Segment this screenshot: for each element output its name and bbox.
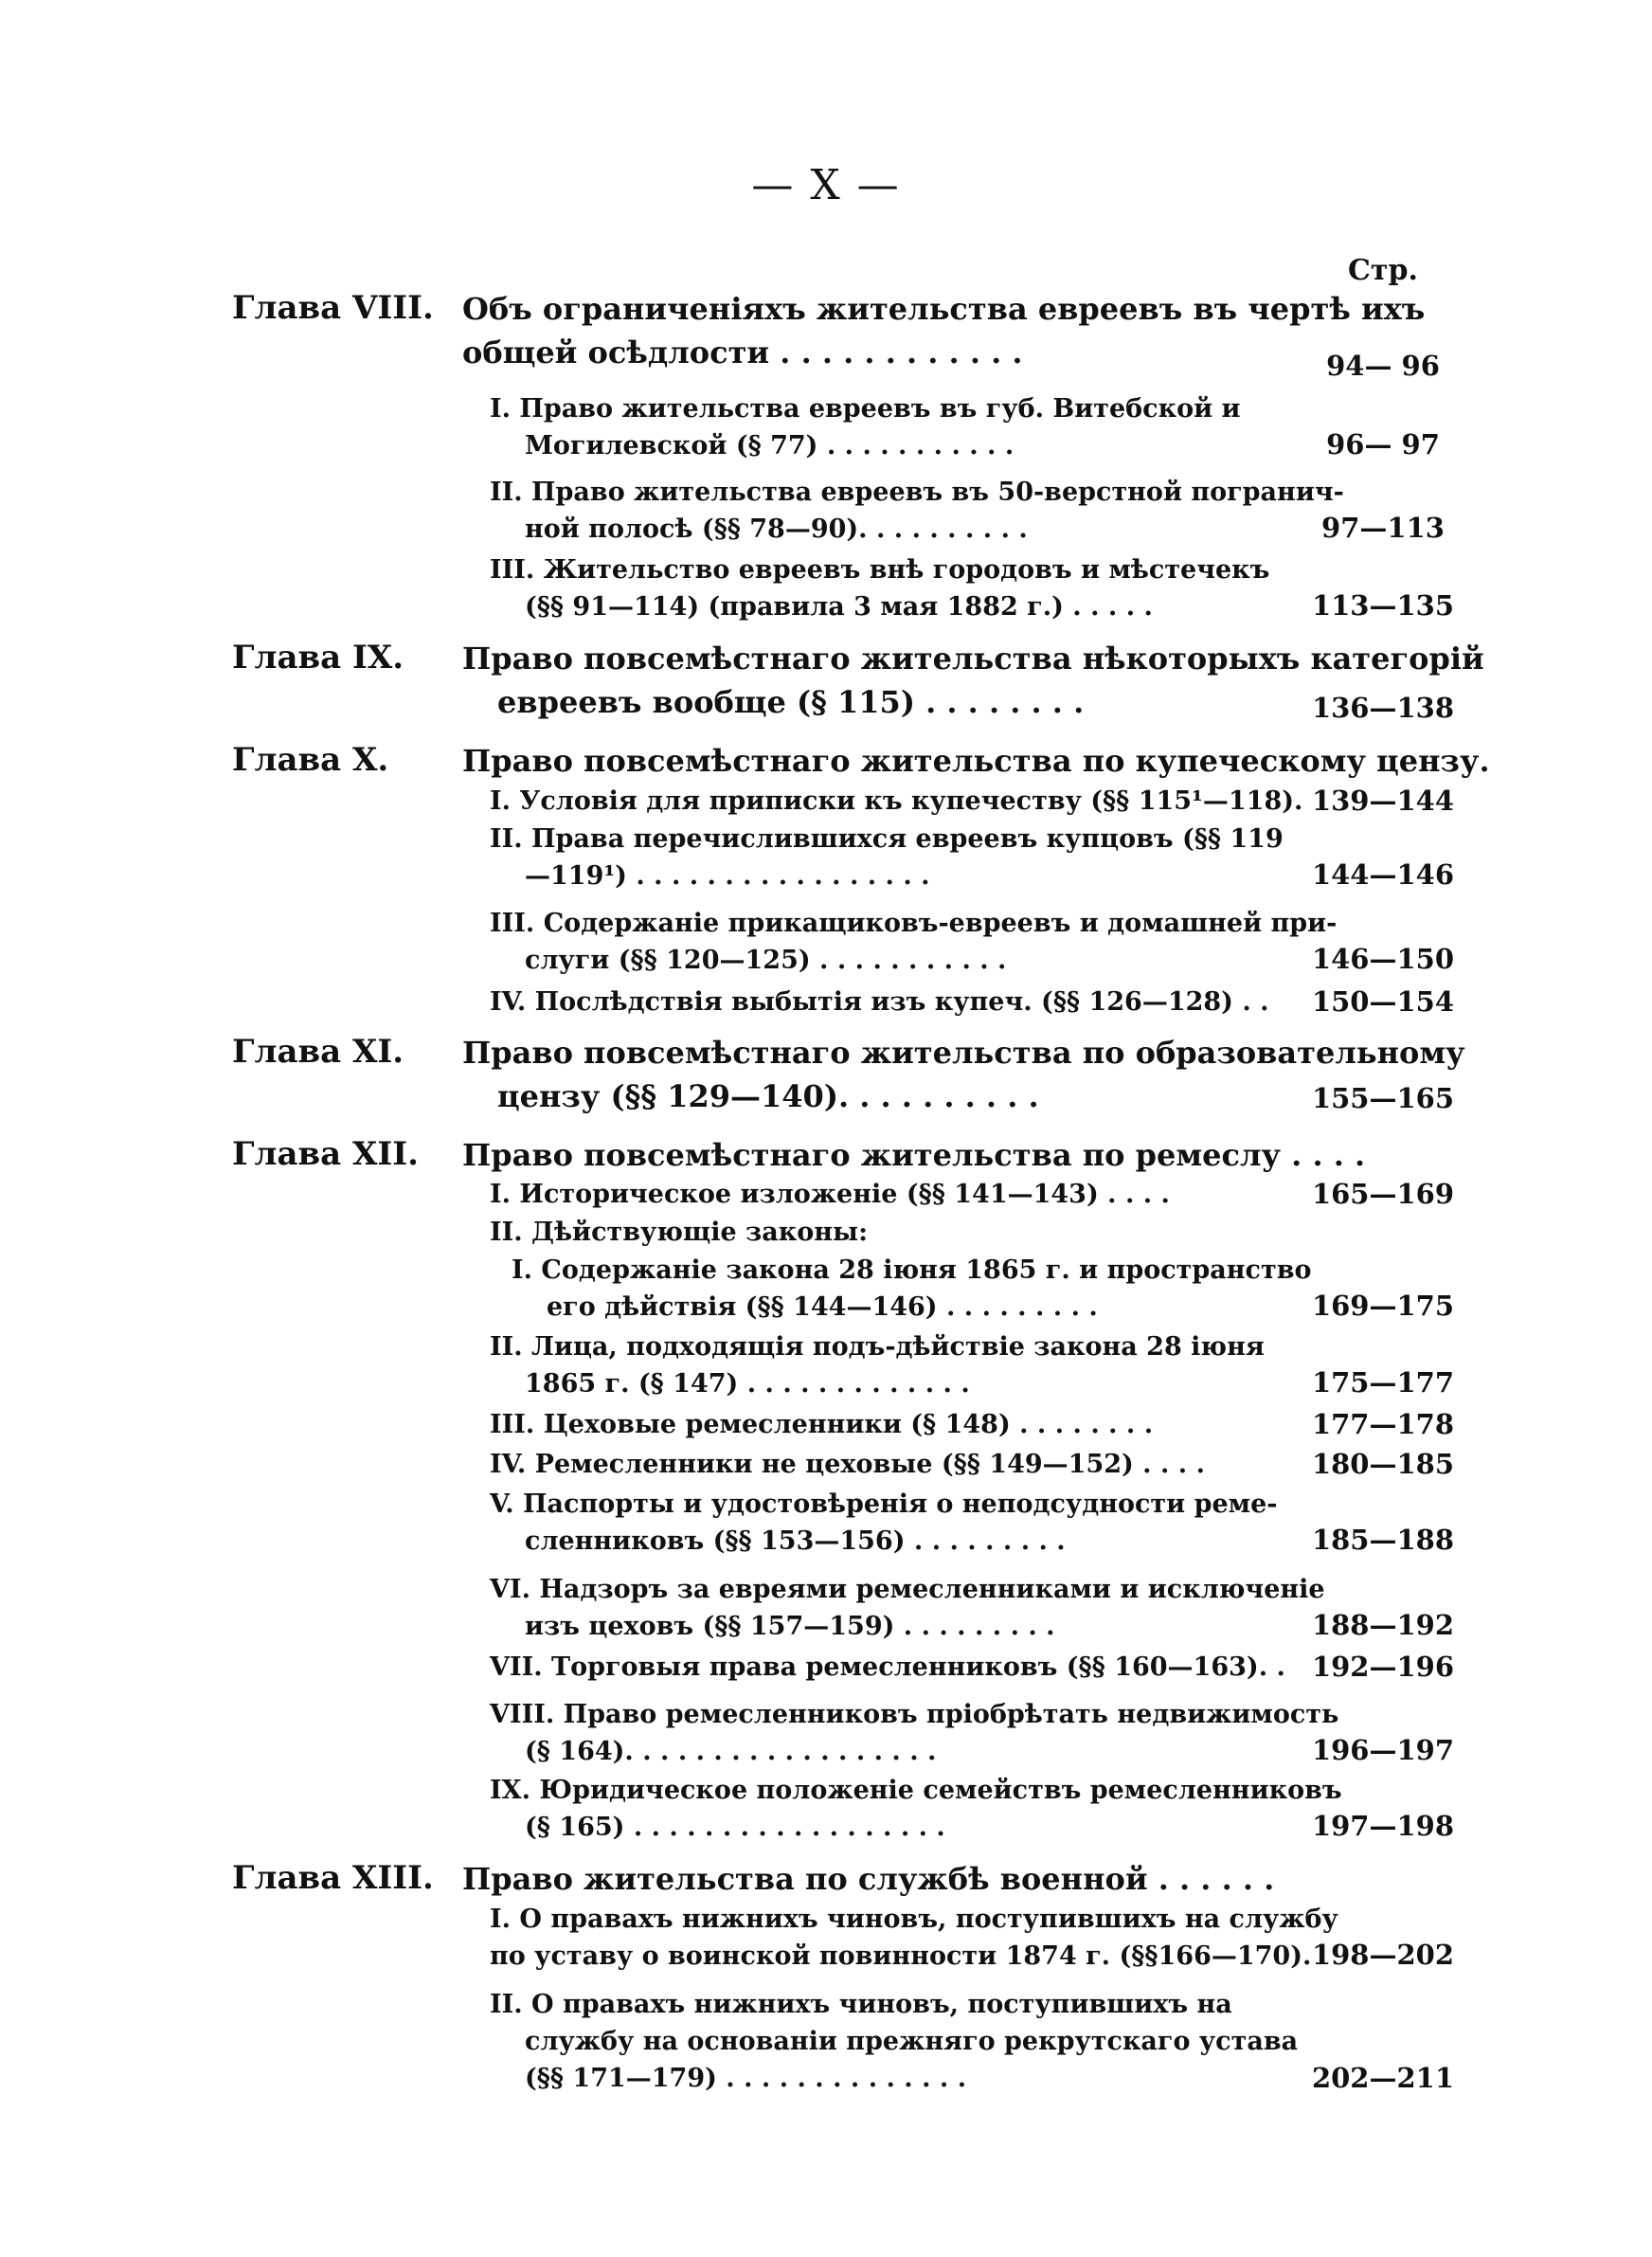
page-range: 150—154 xyxy=(1311,985,1455,1018)
title-line: 1865 г. (§ 147) . . . . . . . . . . . . . xyxy=(525,1369,970,1399)
title-line: изъ цеховъ (§§ 157—159) . . . . . . . . . xyxy=(525,1612,1055,1641)
title-line: Право жительства по службѣ военной . . . . . . xyxy=(462,1861,1275,1897)
entry-title xyxy=(490,1696,1339,1770)
entry-title xyxy=(490,551,1270,625)
entry-title xyxy=(490,1406,1253,1443)
title-line: VII. Торговыя права ремесленниковъ (§§ 160—163). . xyxy=(490,1652,1285,1682)
page-range: 97—113 xyxy=(1321,512,1445,544)
entry-title xyxy=(490,1649,1285,1686)
entry-title xyxy=(462,1857,1275,1901)
title-line: Могилевской (§ 77) . . . . . . . . . . . xyxy=(525,431,1015,460)
entry-title xyxy=(490,1176,1253,1213)
title-line: ной полосѣ (§§ 78—90). . . . . . . . . . xyxy=(525,515,1028,544)
page-range: 180—185 xyxy=(1311,1448,1455,1480)
entry-title xyxy=(490,1901,1338,1975)
page-range: 185—188 xyxy=(1311,1524,1455,1556)
title-line: II. О правахъ нижнихъ чиновъ, поступившихъ на xyxy=(490,1990,1232,2019)
title-line: II. Дѣйствующіе законы: xyxy=(490,1218,869,1247)
chapter-label: Глава VIII. xyxy=(232,289,434,327)
page-range: 188—192 xyxy=(1311,1609,1455,1641)
title-line: IV. Ремесленники не цеховые (§§ 149—152) . . . . xyxy=(490,1450,1205,1479)
page-range: 169—175 xyxy=(1311,1290,1455,1322)
page-range: 146—150 xyxy=(1311,943,1455,975)
page-range: 202—211 xyxy=(1311,2062,1455,2094)
title-line: Право повсемѣстнаго жительства по ремеслу . . . . xyxy=(462,1137,1366,1173)
title-line: Право повсемѣстнаго жительства по образовательному xyxy=(462,1035,1465,1071)
page-range: 197—198 xyxy=(1311,1810,1455,1842)
entry-title xyxy=(462,1133,1366,1177)
title-line: III. Жительство евреевъ внѣ городовъ и мѣстечекъ xyxy=(490,555,1270,585)
page-range: 136—138 xyxy=(1311,692,1455,724)
entry-title xyxy=(490,1328,1265,1402)
chapter-label: Глава X. xyxy=(232,741,389,779)
entry-title xyxy=(490,1214,1253,1251)
title-line: Право повсемѣстнаго жительства по купеческому цензу. xyxy=(462,743,1490,779)
title-line: его дѣйствія (§§ 144—146) . . . . . . . . . xyxy=(547,1292,1098,1322)
title-line: II. Права перечислившихся евреевъ купцовъ (§§ 119 xyxy=(490,824,1284,854)
title-line: (§§ 171—179) . . . . . . . . . . . . . . xyxy=(525,2064,967,2093)
entry-title xyxy=(512,1252,1312,1326)
title-line: Объ ограниченіяхъ жительства евреевъ въ чертѣ ихъ xyxy=(462,291,1426,327)
chapter-label: Глава IX. xyxy=(232,639,404,677)
title-line: Право повсемѣстнаго жительства нѣкоторыхъ категорій xyxy=(462,641,1484,677)
title-line: (§§ 91—114) (правила 3 мая 1882 г.) . . . . . xyxy=(525,592,1153,622)
title-line: евреевъ вообще (§ 115) . . . . . . . . xyxy=(497,684,1085,720)
page-range: 139—144 xyxy=(1311,785,1455,817)
title-line: I. О правахъ нижнихъ чиновъ, поступившихъ на службу xyxy=(490,1905,1338,1934)
entry-title xyxy=(490,1772,1342,1846)
title-line: сленниковъ (§§ 153—156) . . . . . . . . . xyxy=(525,1526,1066,1556)
title-line: (§ 164). . . . . . . . . . . . . . . . . . xyxy=(525,1737,937,1766)
title-line: I. Содержаніе закона 28 іюня 1865 г. и пространство xyxy=(512,1255,1312,1285)
title-line: VI. Надзоръ за евреями ремесленниками и исключеніе xyxy=(490,1575,1325,1604)
title-line: III. Содержаніе прикащиковъ-евреевъ и домашней при- xyxy=(490,909,1338,938)
page-range: 144—146 xyxy=(1311,858,1455,891)
entry-title xyxy=(490,474,1344,548)
title-line: службу на основаніи прежняго рекрутскаго устава xyxy=(525,2027,1299,2056)
entry-title xyxy=(462,739,1490,783)
entry-title xyxy=(490,1986,1299,2097)
title-line: I. Право жительства евреевъ въ губ. Витебской и xyxy=(490,394,1241,424)
page-range: 192—196 xyxy=(1311,1651,1455,1683)
title-line: I. Историческое изложеніе (§§ 141—143) . . . . xyxy=(490,1180,1170,1209)
title-line: III. Цеховые ремесленники (§ 148) . . . . . . . . xyxy=(490,1410,1154,1439)
title-line: IX. Юридическое положеніе семействъ ремесленниковъ xyxy=(490,1776,1342,1805)
chapter-label: Глава XII. xyxy=(232,1135,419,1173)
title-line: общей осѣдлости . . . . . . . . . . . . xyxy=(462,334,1023,370)
title-line: V. Паспорты и удостовѣренія о неподсудности реме- xyxy=(490,1490,1278,1519)
entry-title xyxy=(490,1486,1278,1560)
entry-title xyxy=(490,905,1338,979)
title-line: (§ 165) . . . . . . . . . . . . . . . . . . xyxy=(525,1813,945,1842)
entry-title xyxy=(490,783,1303,820)
title-line: —119¹) . . . . . . . . . . . . . . . . . xyxy=(525,861,930,891)
page-range: 155—165 xyxy=(1311,1082,1455,1114)
title-line: II. Лица, подходящія подъ-дѣйствіе закона 28 іюня xyxy=(490,1332,1265,1362)
entry-title xyxy=(490,1446,1253,1483)
entry-title xyxy=(490,390,1253,464)
title-line: II. Право жительства евреевъ въ 50-верстной погранич- xyxy=(490,478,1344,507)
title-line: IV. Послѣдствія выбытія изъ купеч. (§§ 126—128) . . xyxy=(490,987,1269,1017)
page-number: — X — xyxy=(751,161,901,209)
entry-title xyxy=(490,821,1284,894)
title-line: слуги (§§ 120—125) . . . . . . . . . . . xyxy=(525,946,1007,975)
page-range: 175—177 xyxy=(1311,1366,1455,1399)
page-range: 196—197 xyxy=(1311,1734,1455,1766)
entry-title xyxy=(490,984,1269,1020)
chapter-label: Глава XI. xyxy=(232,1033,404,1071)
page-range: 165—169 xyxy=(1311,1178,1455,1210)
entry-title xyxy=(490,1571,1325,1645)
title-line: VIII. Право ремесленниковъ пріобрѣтать недвижимость xyxy=(490,1700,1339,1729)
title-line: I. Условія для приписки къ купечеству (§§ 115¹—118). xyxy=(490,786,1303,816)
chapter-label: Глава XIII. xyxy=(232,1859,434,1897)
page-range: 198—202 xyxy=(1311,1939,1455,1971)
page-range: 96— 97 xyxy=(1326,428,1440,460)
page-range: 177—178 xyxy=(1311,1408,1455,1440)
title-line: цензу (§§ 129—140). . . . . . . . . . xyxy=(497,1078,1039,1114)
pages-column-header: Стр. xyxy=(1348,254,1418,287)
page-range: 94— 96 xyxy=(1326,350,1440,382)
title-line: по уставу о воинской повинности 1874 г. (§§166—170). xyxy=(490,1941,1312,1971)
page-range: 113—135 xyxy=(1311,589,1455,622)
